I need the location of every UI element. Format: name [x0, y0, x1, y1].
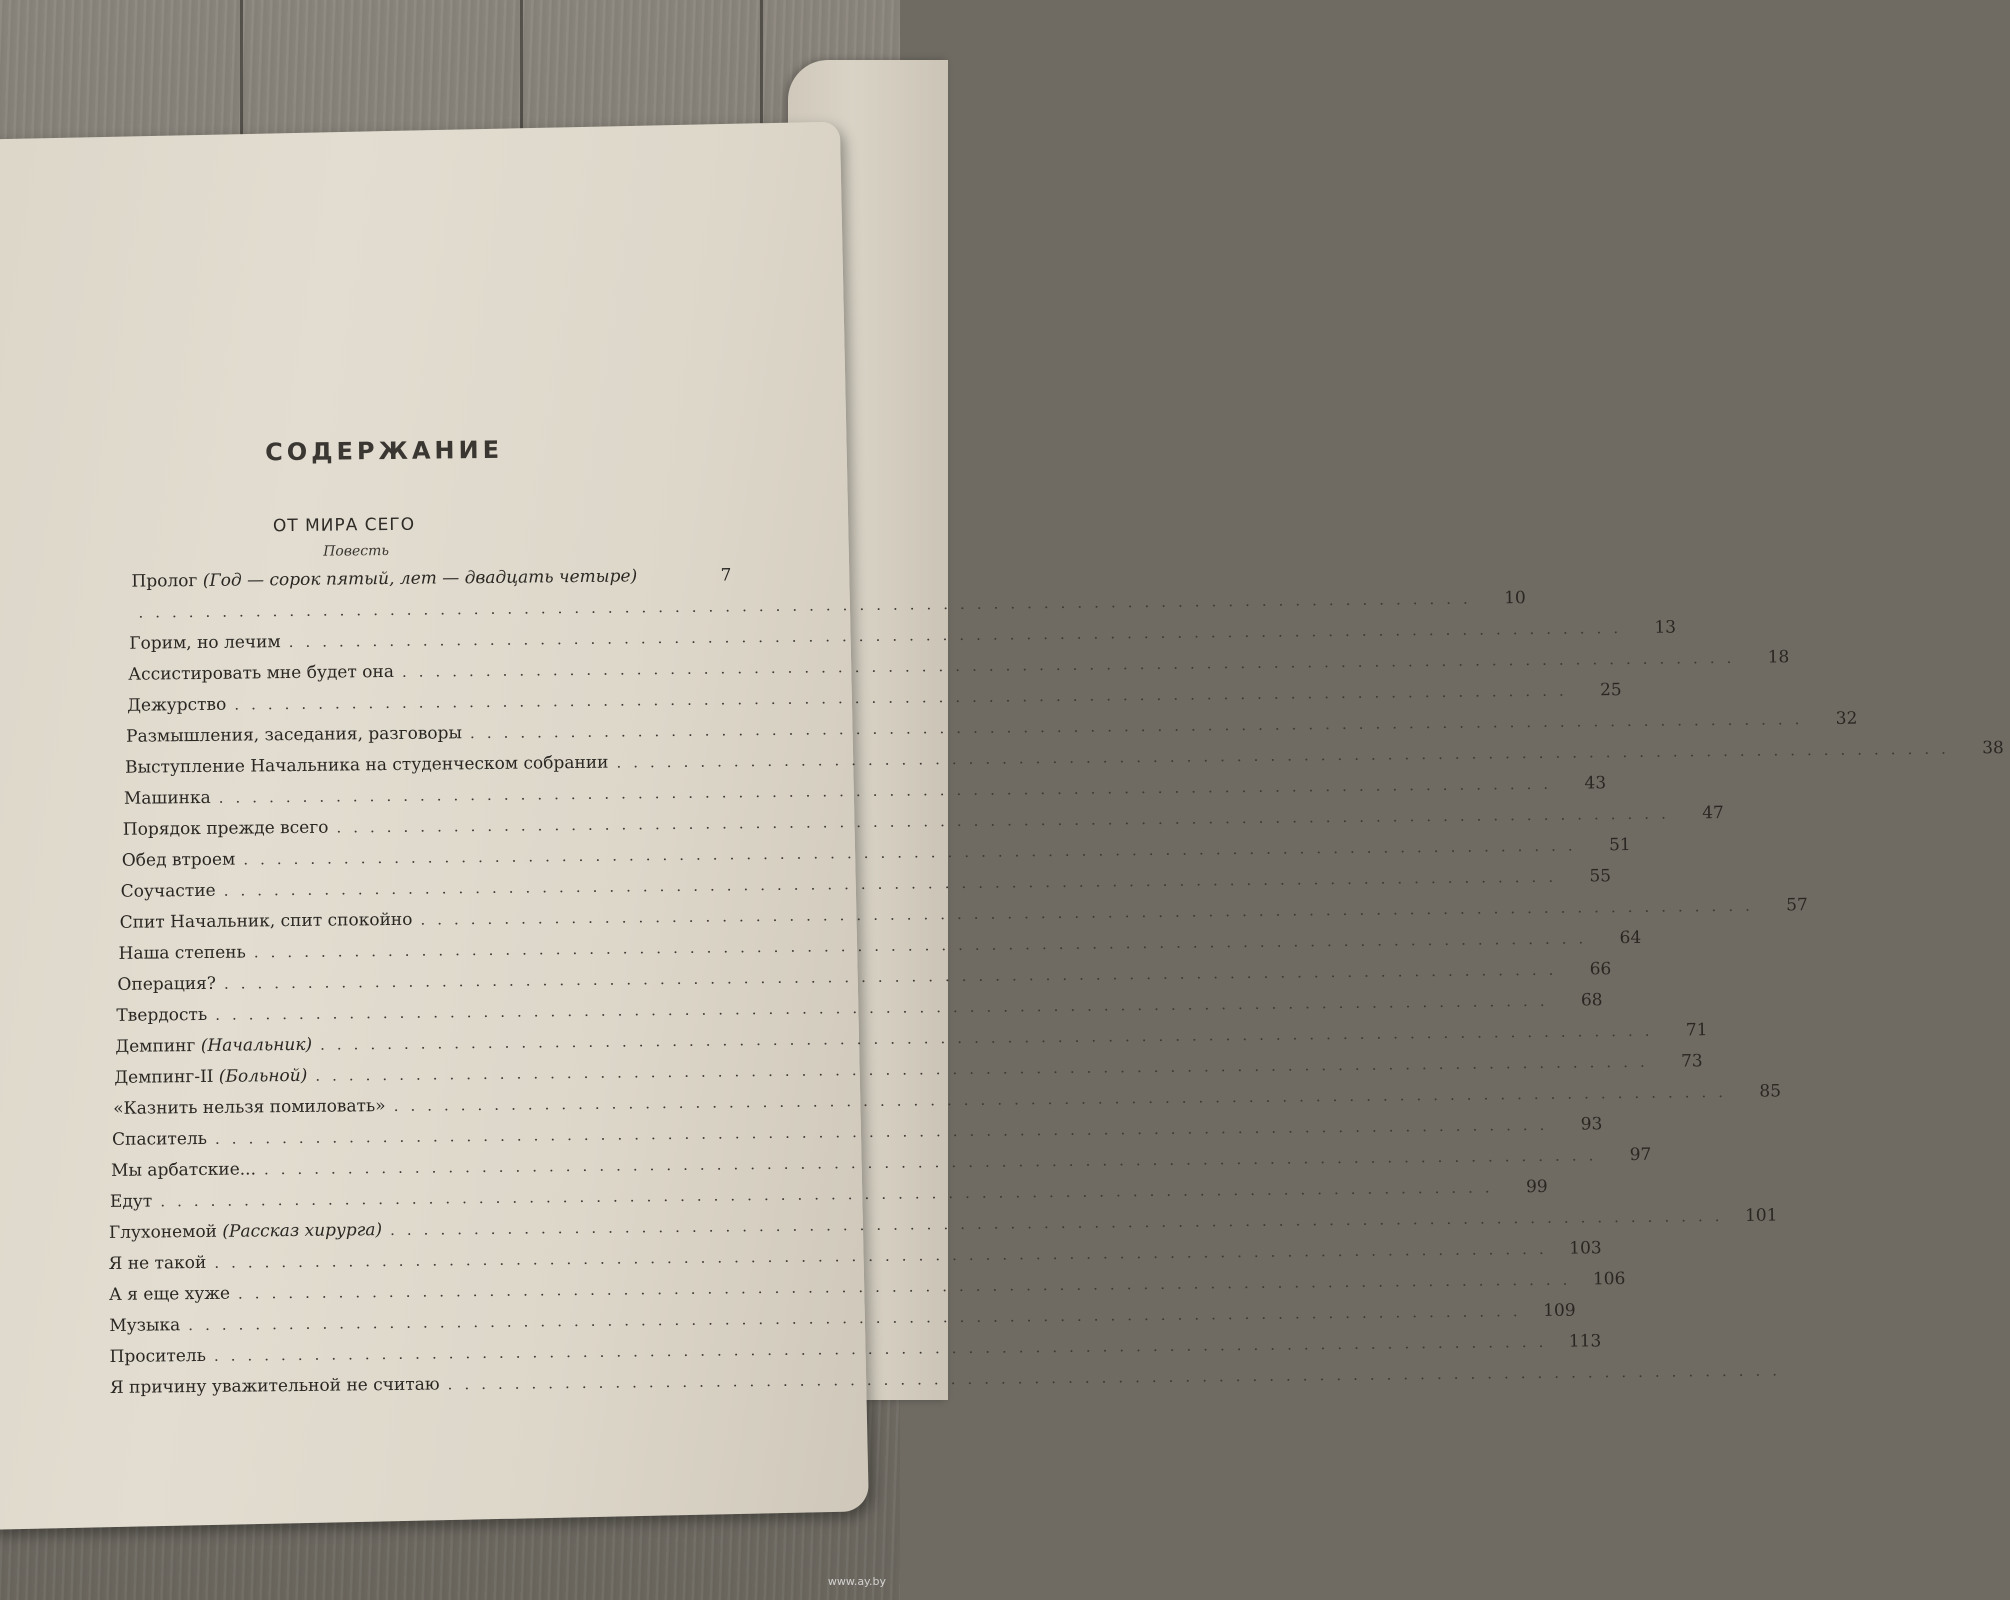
toc-entry-label: «Казнить нельзя помиловать»: [113, 1096, 386, 1119]
toc-page-number: 51: [1608, 834, 1631, 856]
toc-page-number: 97: [1629, 1144, 1652, 1166]
toc-entry-note: (Год — сорок пятый, лет — двадцать четыре): [202, 566, 638, 591]
dot-leader: ................................................................................: [188, 1302, 1530, 1335]
toc-entry-label: Проситель: [109, 1345, 207, 1367]
toc-page-number: 99: [1525, 1176, 1548, 1198]
toc-entry-label: Демпинг-II (Больной): [114, 1065, 308, 1088]
toc-entry-label: Мы арбатские...: [110, 1159, 257, 1181]
toc-entry-label: Порядок прежде всего: [122, 817, 329, 840]
section-title: ОТ МИРА СЕГО: [272, 514, 416, 537]
dot-leader: ................................................................................: [213, 1332, 1556, 1365]
toc-entry-label: Глухонемой (Рассказ хирурга): [108, 1220, 383, 1243]
dot-leader: ................................................................................: [315, 1052, 1657, 1085]
toc-entry-note: (Рассказ хирурга): [222, 1220, 383, 1242]
dot-leader: ................................................................................: [237, 1270, 1580, 1303]
dot-leader: ................................................................................: [214, 1115, 1557, 1148]
toc-entry-label: Спит Начальник, спит спокойно: [119, 909, 413, 933]
toc-entry-label: Твердость: [116, 1004, 208, 1026]
dot-leader: ................................................................................: [469, 710, 1812, 743]
dot-leader: ................................................................................: [401, 648, 1744, 681]
toc-page-number: 85: [1759, 1081, 1782, 1102]
toc-page-number: 101: [1744, 1205, 1778, 1226]
dot-leader: ................................................................................: [420, 896, 1762, 929]
toc-page-number: 43: [1584, 773, 1607, 794]
watermark: www.ay.by: [827, 1575, 886, 1588]
dot-leader: ................................................................................: [320, 1021, 1662, 1054]
toc-entry-label: Дежурство: [127, 694, 227, 716]
toc-page-number: 47: [1702, 803, 1724, 824]
toc-page-number: 109: [1543, 1300, 1576, 1321]
dot-leader: ................................................................................: [215, 991, 1557, 1024]
toc-entry-label: Демпинг (Начальник): [115, 1034, 313, 1057]
toc-entry-label: А я еще хуже: [108, 1283, 231, 1305]
toc-page-number: 113: [1568, 1331, 1602, 1352]
section-subtitle: Повесть: [323, 542, 390, 560]
toc-page-number: 25: [1599, 680, 1622, 701]
dot-leader: ................................................................................: [160, 1178, 1502, 1211]
dot-leader: ................................................................................: [223, 867, 1566, 900]
dot-leader: ................................................................................: [336, 804, 1678, 837]
dot-leader: ................................................................................: [253, 929, 1596, 962]
toc-page-number: 57: [1786, 895, 1808, 916]
dot-leader: ................................................................................: [243, 836, 1585, 869]
dot-leader: ................................................................................: [447, 1361, 1790, 1394]
toc-entry-label: Машинка: [123, 787, 211, 809]
dot-leader: ................................................................................: [288, 618, 1631, 652]
toc-entry-label: Ассистировать мне будет она: [128, 661, 395, 685]
toc-entry-label: Выступление Начальника на студенческом собрании: [124, 752, 609, 778]
dot-leader: ................................................................................: [214, 1239, 1556, 1272]
dot-leader: ................................................................................: [218, 774, 1561, 807]
dot-leader: ................................................................................: [234, 681, 1576, 714]
toc-entry-label: Обед втроем: [121, 849, 236, 871]
toc-page-number: 71: [1685, 1020, 1708, 1041]
toc-entry-label: Операция?: [117, 973, 217, 995]
toc-entry-label: Наша степень: [118, 942, 246, 964]
toc-page-number: 64: [1619, 927, 1642, 949]
toc-page-number: 10: [1504, 588, 1526, 609]
toc-entry-label: Горим, но лечим: [129, 632, 281, 654]
toc-page-number: 7: [720, 565, 732, 586]
dot-leader: ................................................................................: [138, 589, 1480, 622]
dot-leader: ................................................................................: [616, 739, 1958, 772]
toc-page-number: 103: [1569, 1238, 1602, 1259]
toc-page-number: 73: [1680, 1051, 1703, 1072]
dot-leader: ................................................................................: [389, 1206, 1732, 1240]
toc-page-number: 13: [1654, 617, 1677, 638]
toc-entry-label: Едут: [109, 1191, 153, 1212]
toc-entry-label: Музыка: [109, 1315, 181, 1336]
toc-entry-label: Размышления, заседания, разговоры: [126, 723, 463, 747]
toc-page-number: 18: [1767, 647, 1790, 668]
toc-page-number: 66: [1589, 959, 1612, 980]
toc-heading: СОДЕРЖАНИЕ: [264, 435, 504, 467]
toc-entry-label: Я причину уважительной не считаю: [109, 1374, 440, 1398]
dot-leader: ................................................................................: [393, 1082, 1736, 1115]
toc-page-number: 38: [1982, 738, 2004, 759]
toc-page-number: 55: [1589, 866, 1612, 887]
toc-entry-label: Соучастие: [120, 880, 216, 902]
toc-entry-note: (Больной): [218, 1065, 308, 1087]
toc-entry-label: Я не такой: [108, 1252, 207, 1274]
toc-entry-label: Пролог (Год — сорок пятый, лет — двадцать четыре): [131, 566, 638, 592]
dot-leader: ................................................................................: [223, 960, 1566, 993]
toc-page-number: 32: [1835, 708, 1858, 729]
dot-leader: ................................................................................: [263, 1146, 1606, 1179]
toc-page-number: 106: [1592, 1269, 1626, 1290]
toc-entry-label: Спаситель: [112, 1128, 208, 1150]
toc-page-number: 68: [1580, 990, 1603, 1011]
toc-page-number: 93: [1580, 1114, 1603, 1135]
toc-entry-note: (Начальник): [200, 1034, 313, 1056]
